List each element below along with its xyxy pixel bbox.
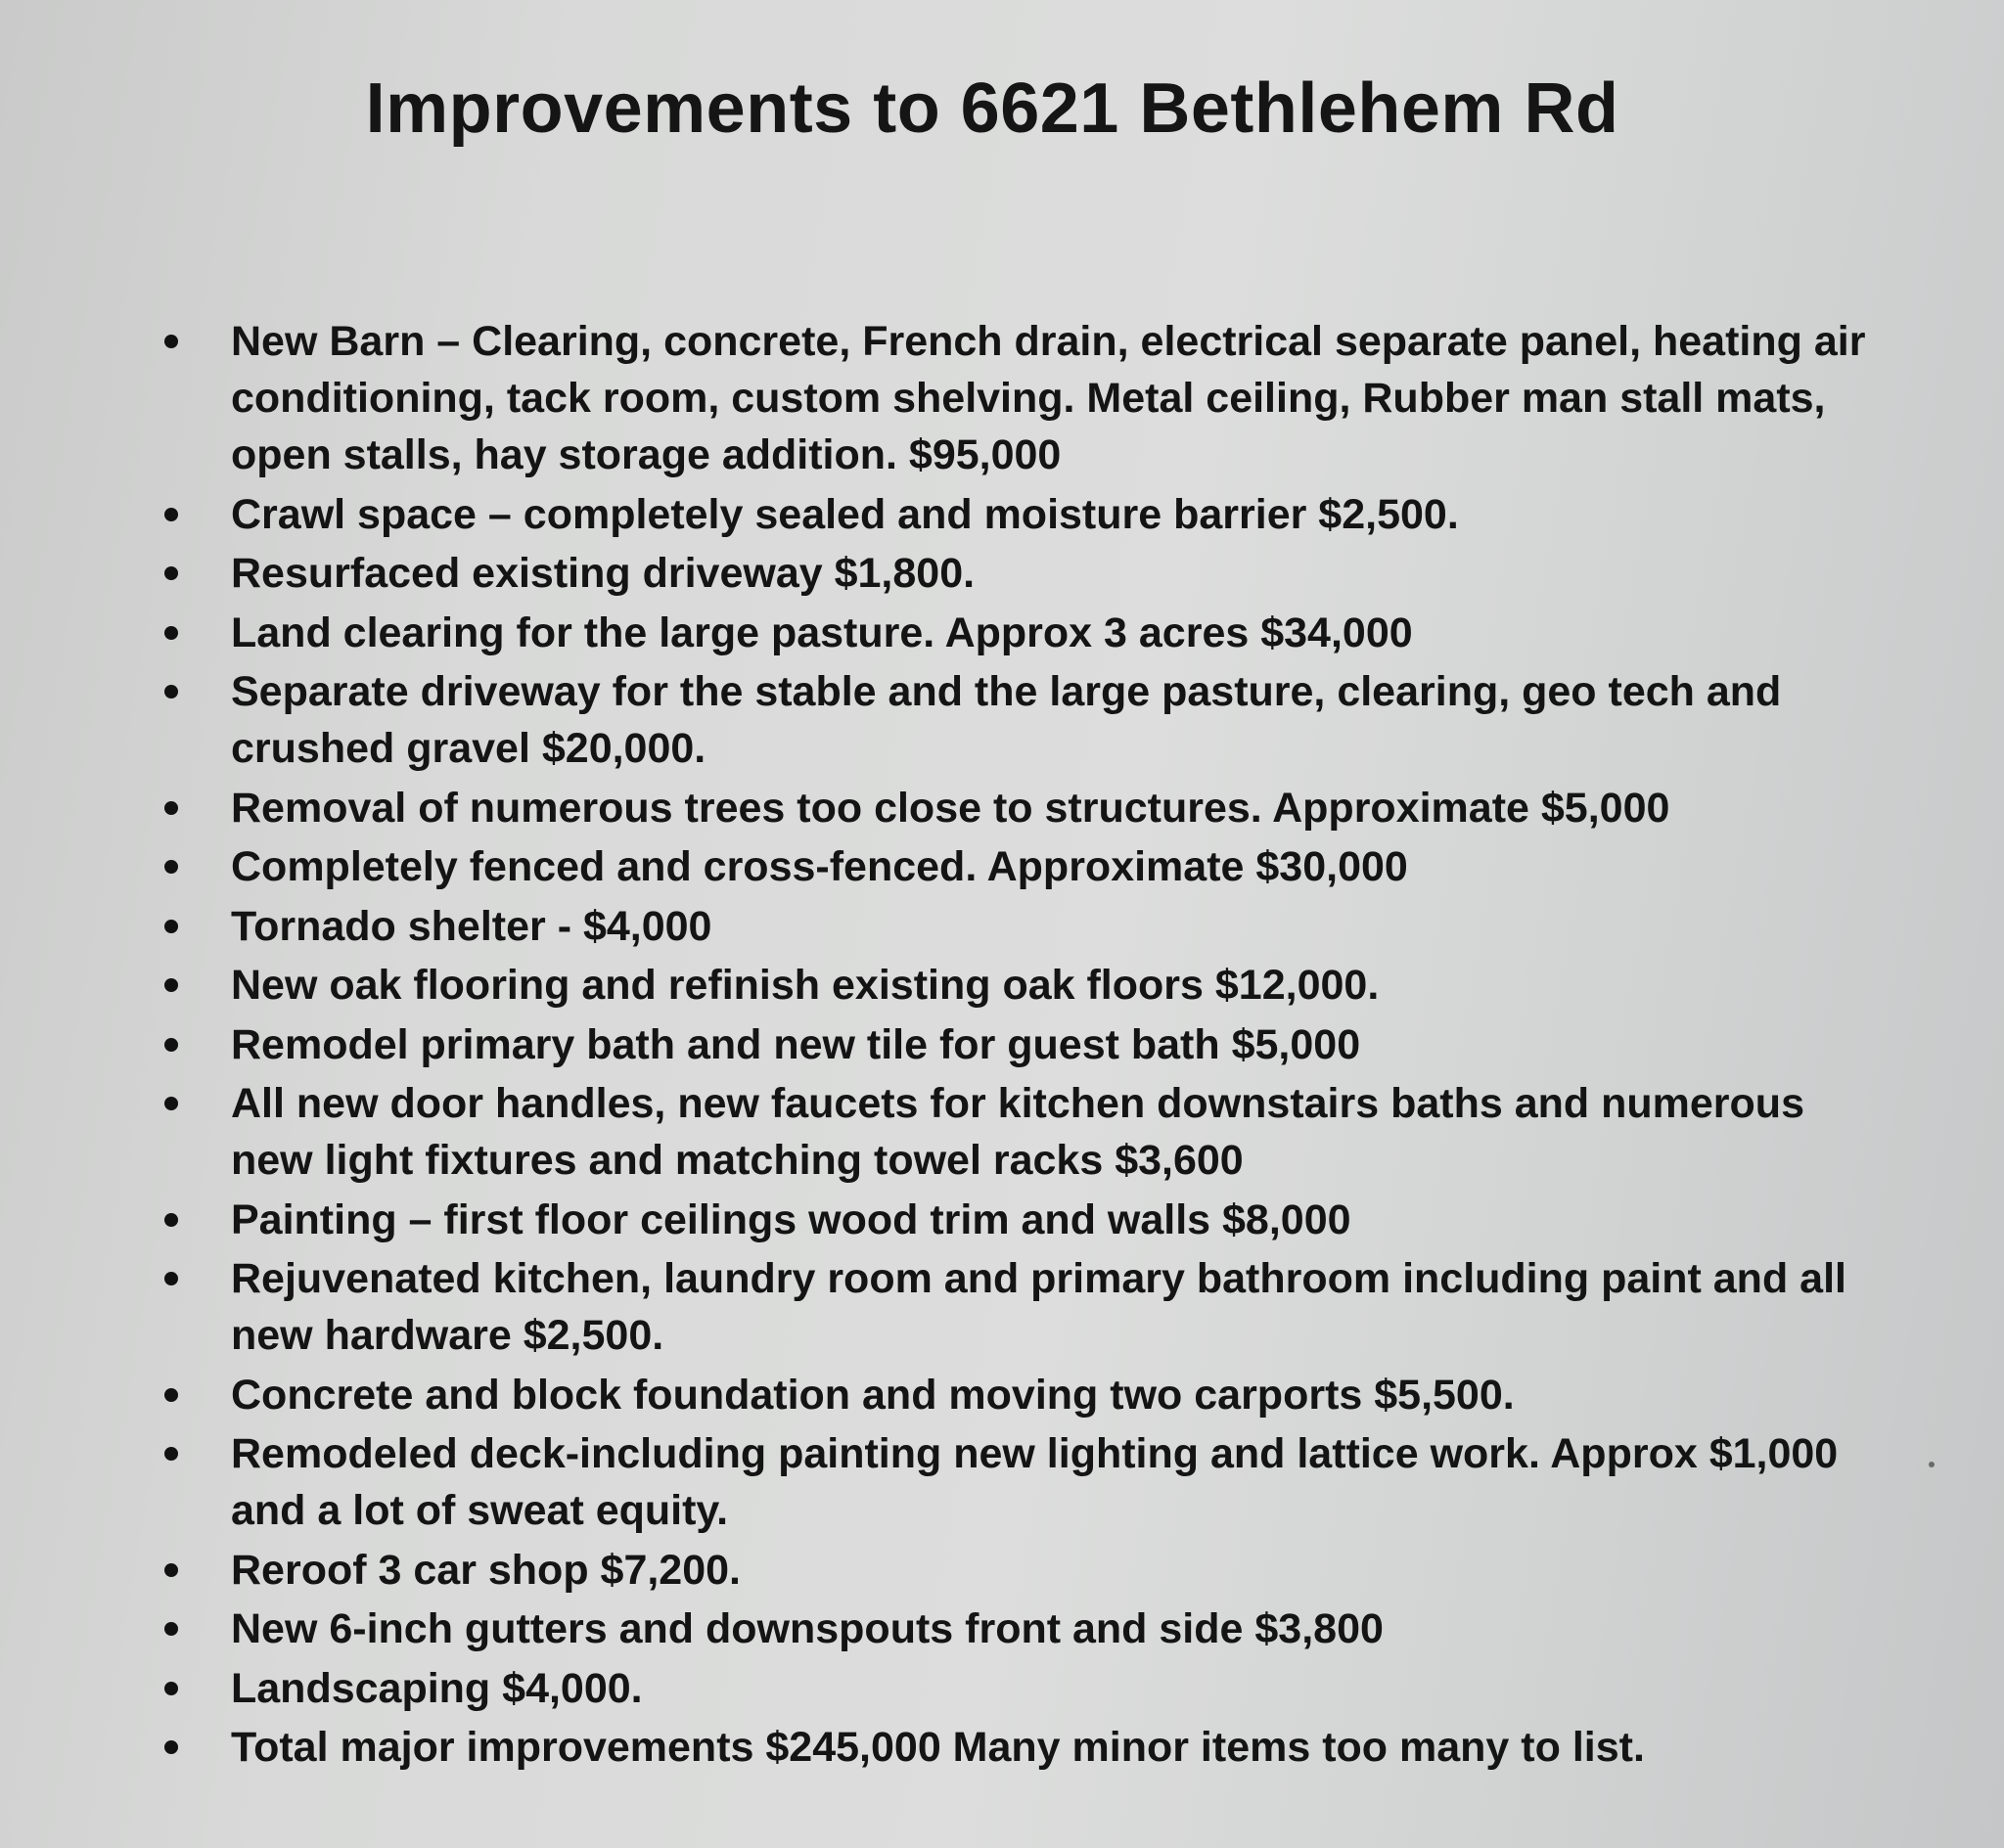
bullet-icon bbox=[164, 1682, 178, 1695]
list-item-text: Crawl space – completely sealed and moisture barrier $2,500. bbox=[231, 490, 1459, 538]
document-title: Improvements to 6621 Bethlehem Rd bbox=[365, 69, 1619, 148]
bullet-icon bbox=[164, 1097, 178, 1110]
list-item-text: New 6-inch gutters and downspouts front and side $3,800 bbox=[231, 1605, 1384, 1652]
list-item bbox=[157, 605, 1879, 661]
list-item bbox=[157, 1250, 1879, 1364]
list-item bbox=[157, 780, 1879, 836]
bullet-icon bbox=[164, 1740, 178, 1754]
improvement-list bbox=[157, 313, 1879, 1779]
bullet-icon bbox=[164, 1388, 178, 1402]
list-item bbox=[157, 898, 1879, 955]
list-item-text: New Barn – Clearing, concrete, French drain, electrical separate panel, heating air conditioning, tack room, custom shelving. Metal ceiling, Rubber man stall mats, open stalls, hay storage addition. $95,000 bbox=[231, 318, 1866, 478]
list-item-text: Removal of numerous trees too close to structures. Approximate $5,000 bbox=[231, 784, 1670, 832]
list-item bbox=[157, 545, 1879, 602]
bullet-icon bbox=[164, 685, 178, 699]
list-item bbox=[157, 1016, 1879, 1073]
list-item bbox=[157, 1600, 1879, 1657]
list-item-text: Reroof 3 car shop $7,200. bbox=[231, 1546, 741, 1594]
list-item-text: Landscaping $4,000. bbox=[231, 1664, 643, 1712]
bullet-icon bbox=[164, 860, 178, 874]
bullet-icon bbox=[164, 566, 178, 580]
bullet-icon bbox=[164, 801, 178, 815]
list-item-text: New oak flooring and refinish existing oak floors $12,000. bbox=[231, 962, 1380, 1009]
list-item-text: Resurfaced existing driveway $1,800. bbox=[231, 550, 976, 597]
bullet-icon bbox=[164, 920, 178, 933]
list-item bbox=[157, 1425, 1879, 1539]
bullet-icon bbox=[164, 1447, 178, 1461]
list-item bbox=[157, 663, 1879, 777]
bullet-icon bbox=[164, 1038, 178, 1052]
list-item-text: Rejuvenated kitchen, laundry room and primary bathroom including paint and all new hardware $2,500. bbox=[231, 1255, 1846, 1359]
bullet-icon bbox=[164, 978, 178, 992]
list-item bbox=[157, 1367, 1879, 1423]
bullet-icon bbox=[164, 1622, 178, 1636]
list-item bbox=[157, 1192, 1879, 1248]
bullet-icon bbox=[164, 626, 178, 640]
list-item bbox=[157, 838, 1879, 895]
list-item-text: Total major improvements $245,000 Many minor items too many to list. bbox=[231, 1724, 1645, 1771]
bullet-icon bbox=[164, 1563, 178, 1577]
list-item-text: Tornado shelter - $4,000 bbox=[231, 902, 712, 950]
list-item bbox=[157, 1660, 1879, 1717]
list-item bbox=[157, 957, 1879, 1014]
list-item-text: Painting – first floor ceilings wood trim and walls $8,000 bbox=[231, 1195, 1351, 1243]
list-item-text: Remodel primary bath and new tile for guest bath $5,000 bbox=[231, 1020, 1361, 1068]
list-item-text: Land clearing for the large pasture. Approx 3 acres $34,000 bbox=[231, 608, 1413, 656]
list-item bbox=[157, 486, 1879, 543]
list-item-text: All new door handles, new faucets for kitchen downstairs baths and numerous new light fixtures and matching towel racks $3,600 bbox=[231, 1080, 1804, 1184]
list-item-text: Remodeled deck-including painting new lighting and lattice work. Approx $1,000 and a lot of sweat equity. bbox=[231, 1430, 1839, 1534]
paper-speck bbox=[1929, 1462, 1935, 1467]
list-item-text: Concrete and block foundation and moving two carports $5,500. bbox=[231, 1371, 1515, 1419]
list-item bbox=[157, 1719, 1879, 1776]
list-item bbox=[157, 1542, 1879, 1599]
list-item-text: Separate driveway for the stable and the large pasture, clearing, geo tech and crushed gravel $20,000. bbox=[231, 668, 1782, 772]
bullet-icon bbox=[164, 1213, 178, 1227]
list-item-text: Completely fenced and cross-fenced. Approximate $30,000 bbox=[231, 843, 1408, 890]
bullet-icon bbox=[164, 1272, 178, 1285]
bullet-icon bbox=[164, 508, 178, 521]
list-item bbox=[157, 313, 1879, 483]
list-item bbox=[157, 1075, 1879, 1189]
bullet-icon bbox=[164, 335, 178, 348]
